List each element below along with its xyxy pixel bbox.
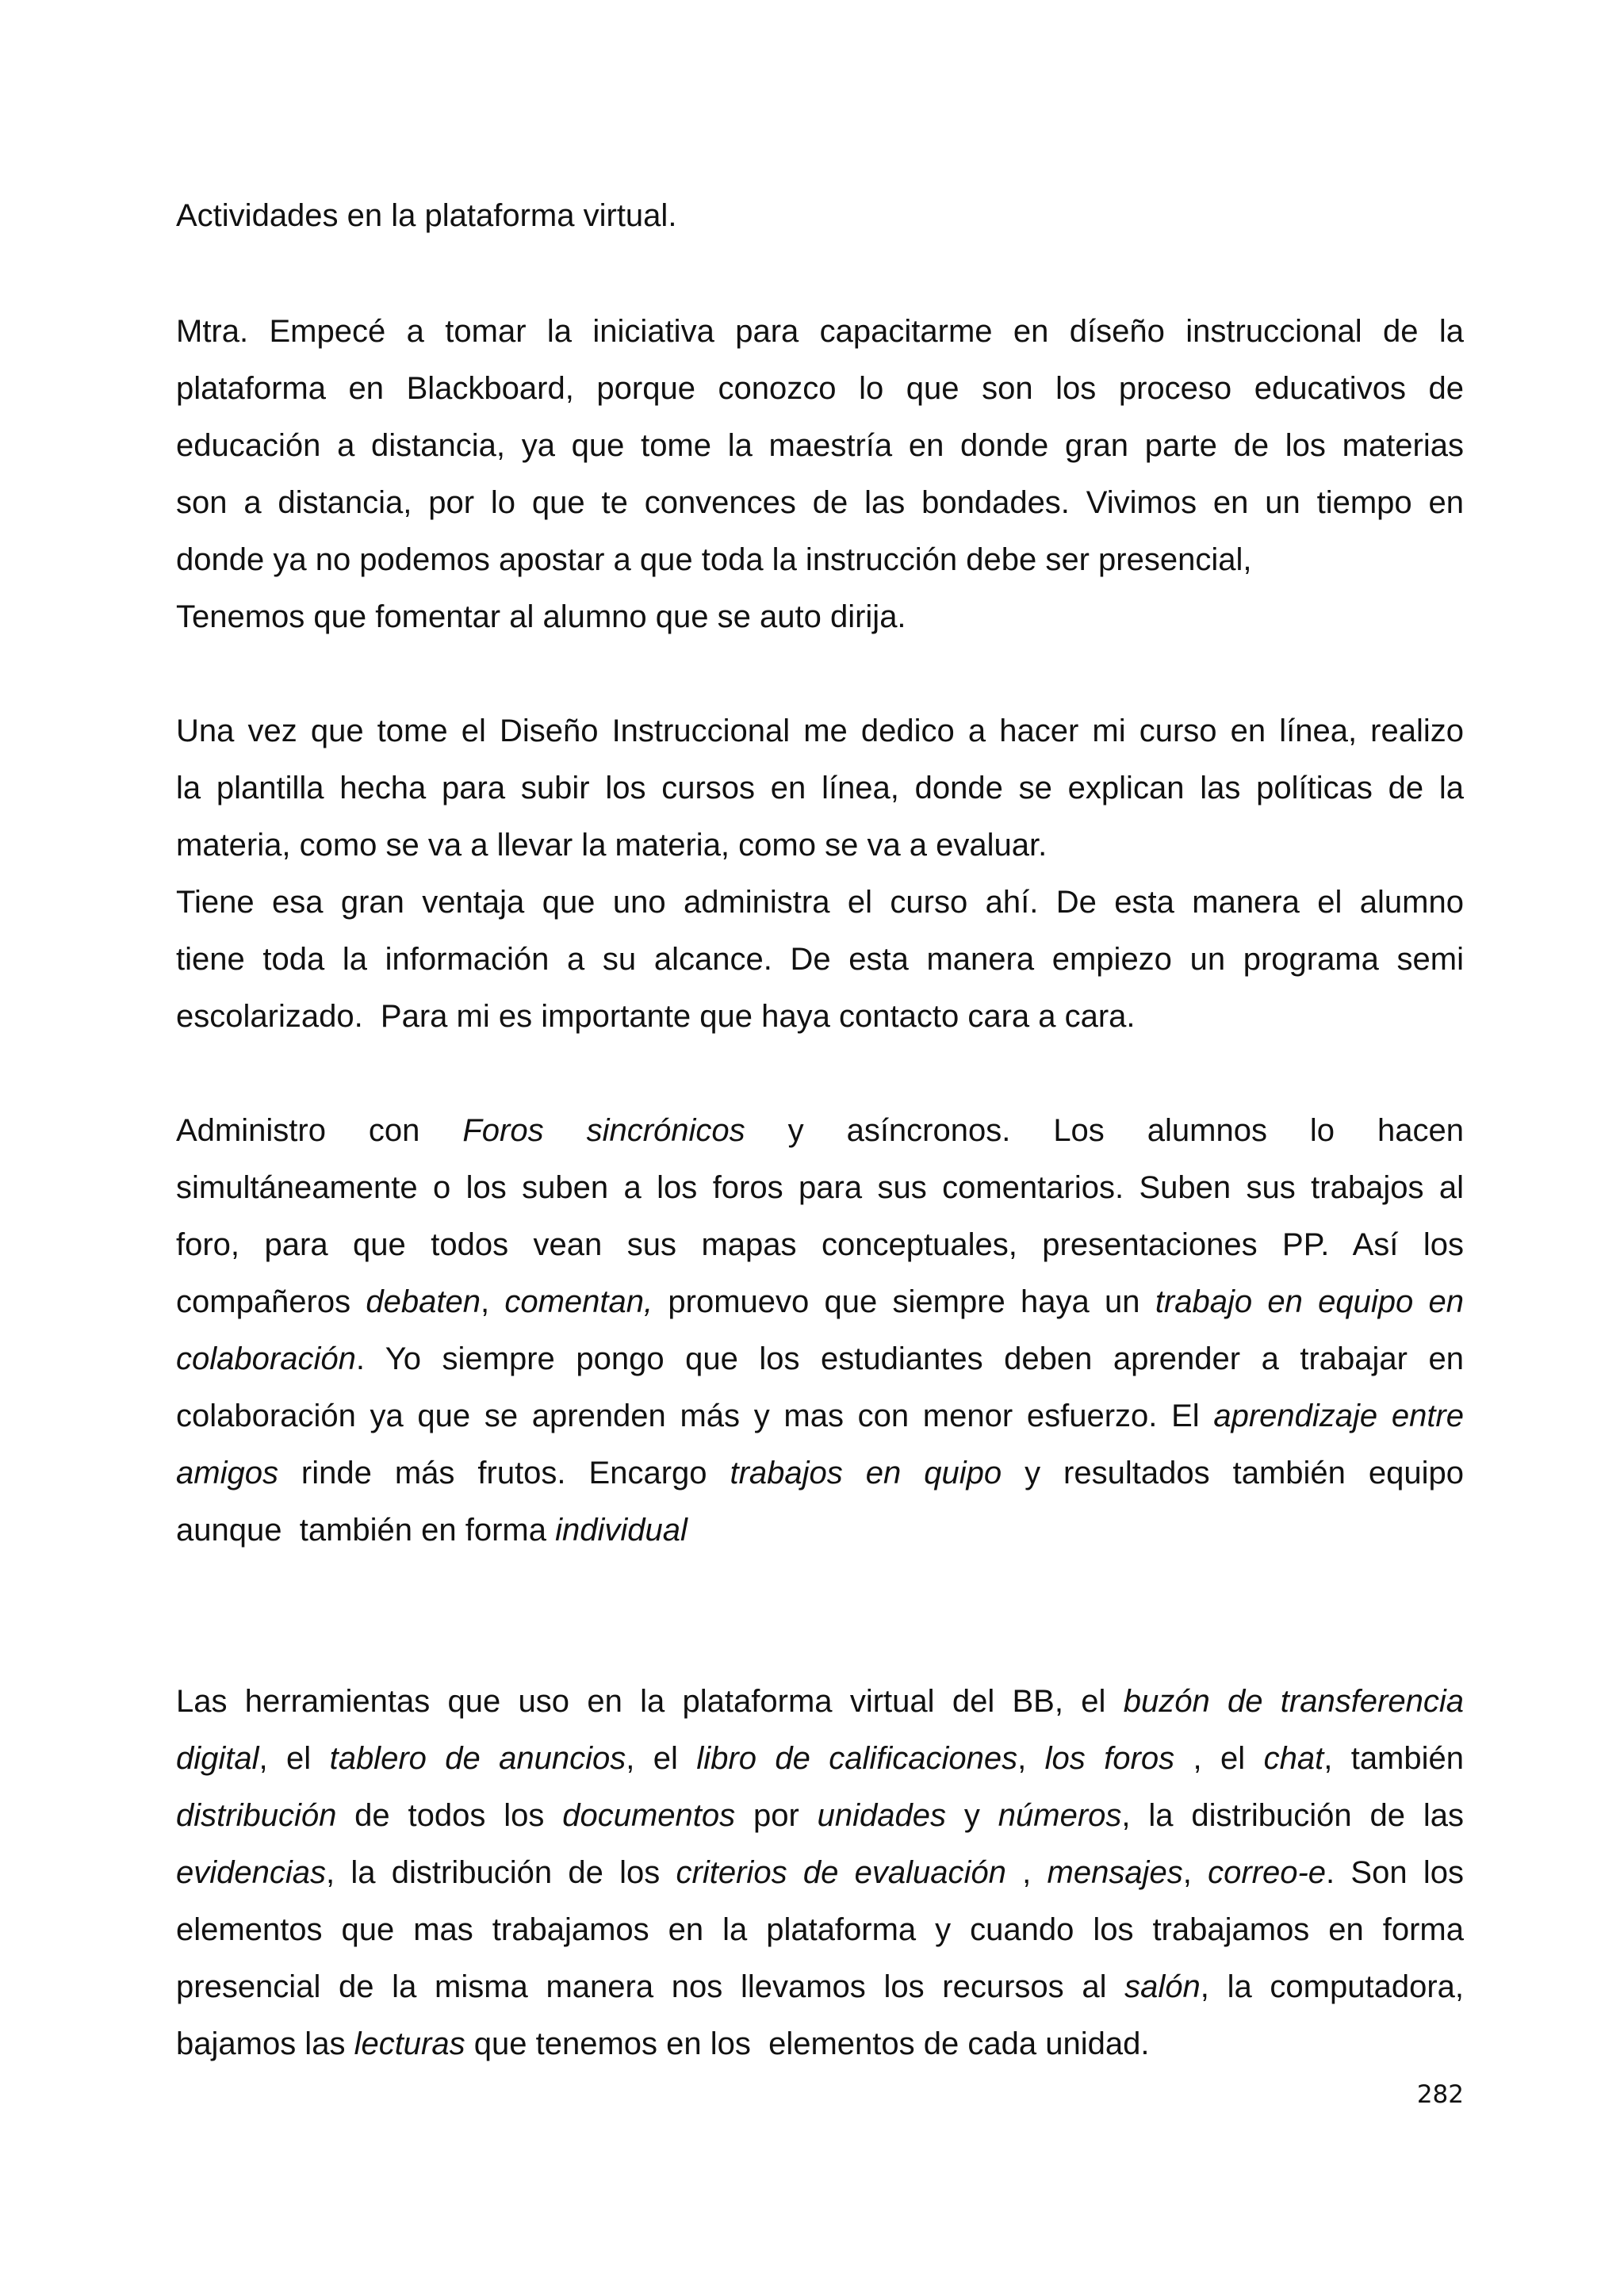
text-run: compañeros	[176, 1284, 366, 1319]
italic-text: documentos	[562, 1798, 736, 1833]
text-run: donde ya no podemos apostar a que toda la instrucción debe ser presencial,	[176, 542, 1252, 577]
text-run: ,	[1005, 1855, 1048, 1890]
text-line	[176, 1330, 1464, 1387]
text-line	[176, 1387, 1464, 1445]
text-run: , también	[1323, 1741, 1465, 1776]
text-run: presencial de la misma manera nos llevamos los recursos al	[176, 1969, 1125, 2004]
text-line	[176, 1216, 1464, 1273]
text-line	[176, 474, 1464, 531]
text-run: , la computadora,	[1200, 1969, 1465, 2004]
text-run: Tenemos que fomentar al alumno que se auto dirija.	[176, 599, 906, 634]
text-run: de todos los	[336, 1798, 563, 1833]
italic-text: debaten	[366, 1284, 481, 1319]
text-line	[176, 1159, 1464, 1216]
text-line	[176, 1673, 1464, 1730]
italic-text: buzón de transferencia	[1123, 1684, 1464, 1719]
text-run: ,	[1017, 1741, 1045, 1776]
italic-text: evidencias	[176, 1855, 327, 1890]
text-run: , el	[626, 1741, 697, 1776]
italic-text: criterios de evaluación	[676, 1855, 1006, 1890]
text-line	[176, 988, 1464, 1045]
italic-text: digital	[176, 1741, 259, 1776]
text-run: elementos que mas trabajamos en la plataforma y cuando los trabajamos en forma	[176, 1912, 1464, 1947]
text-line	[176, 531, 1464, 588]
italic-text: números	[998, 1798, 1122, 1833]
text-run: rinde más frutos. Encargo	[278, 1456, 730, 1490]
italic-text: tablero de anuncios	[329, 1741, 626, 1776]
text-run: Tiene esa gran ventaja que uno administra el curso ahí. De esta manera el alumno	[176, 885, 1464, 920]
text-line	[176, 1502, 1464, 1559]
text-line	[176, 1901, 1464, 1958]
italic-text: libro de calificaciones	[696, 1741, 1018, 1776]
text-run: y	[946, 1798, 998, 1833]
text-run: promuevo que siempre haya un	[653, 1284, 1155, 1319]
italic-text: colaboración	[176, 1341, 356, 1376]
text-run: materia, como se va a llevar la materia, como se va a evaluar.	[176, 828, 1048, 863]
text-line	[176, 417, 1464, 474]
text-line	[176, 360, 1464, 417]
text-run: bajamos las	[176, 2026, 354, 2061]
italic-text: chat	[1263, 1741, 1324, 1776]
text-run: ,	[1182, 1855, 1208, 1890]
italic-text: mensajes	[1047, 1855, 1183, 1890]
paragraph-2	[176, 702, 1464, 1045]
text-line	[176, 760, 1464, 817]
text-run: y resultados también equipo	[1002, 1456, 1464, 1490]
text-run: plataforma en Blackboard, porque conozco lo que son los proceso educativos de	[176, 371, 1464, 406]
text-line	[176, 303, 1464, 360]
text-run: Las herramientas que uso en la plataforma virtual del BB, el	[176, 1684, 1124, 1719]
text-run: educación a distancia, ya que tome la maestría en donde gran parte de los materias	[176, 428, 1464, 463]
text-line	[176, 2015, 1464, 2072]
text-run: Una vez que tome el Diseño Instruccional me dedico a hacer mi curso en línea, realizo	[176, 714, 1464, 748]
italic-text: trabajo en equipo en	[1155, 1284, 1464, 1319]
text-run: . Son los	[1326, 1855, 1464, 1890]
text-line	[176, 1958, 1464, 2015]
italic-text: lecturas	[354, 2026, 465, 2061]
paragraph-1	[176, 303, 1464, 645]
text-line	[176, 1102, 1464, 1159]
text-run: , el	[1174, 1741, 1264, 1776]
text-line	[176, 1730, 1464, 1787]
text-run: Administro con	[176, 1113, 463, 1148]
text-run: colaboración ya que se aprenden más y mas con menor esfuerzo. El	[176, 1399, 1214, 1433]
text-run: , la distribución de los	[326, 1855, 676, 1890]
text-run: que tenemos en los elementos de cada unidad.	[465, 2026, 1150, 2061]
italic-text: trabajos en quipo	[730, 1456, 1002, 1490]
text-run: , el	[259, 1741, 330, 1776]
italic-text: amigos	[176, 1456, 278, 1490]
text-run: aunque también en forma	[176, 1513, 556, 1548]
text-run: , la distribución de las	[1121, 1798, 1464, 1833]
italic-text: salón	[1124, 1969, 1201, 2004]
text-run: son a distancia, por lo que te convences de las bondades. Vivimos en un tiempo en	[176, 485, 1464, 520]
text-line	[176, 1273, 1464, 1330]
paragraph-4	[176, 1673, 1464, 2072]
italic-text: distribución	[176, 1798, 337, 1833]
text-run: simultáneamente o los suben a los foros para sus comentarios. Suben sus trabajos al	[176, 1170, 1464, 1205]
text-run: Mtra. Empecé a tomar la iniciativa para capacitarme en díseño instruccional de la	[176, 314, 1464, 349]
page-number: 282	[1416, 2080, 1464, 2109]
text-run: escolarizado. Para mi es importante que haya contacto cara a cara.	[176, 999, 1136, 1034]
italic-text: comentan,	[504, 1284, 653, 1319]
italic-text: correo-e	[1208, 1855, 1327, 1890]
text-line	[176, 931, 1464, 988]
text-line	[176, 1787, 1464, 1844]
italic-text: aprendizaje entre	[1213, 1399, 1464, 1433]
text-line	[176, 817, 1464, 874]
italic-text: los foros	[1044, 1741, 1175, 1776]
text-line	[176, 874, 1464, 931]
text-run: foro, para que todos vean sus mapas conceptuales, presentaciones PP. Así los	[176, 1227, 1464, 1262]
text-run: . Yo siempre pongo que los estudiantes deben aprender a trabajar en	[355, 1341, 1464, 1376]
italic-text: Foros sincrónicos	[462, 1113, 745, 1148]
text-run: tiene toda la información a su alcance. De esta manera empiezo un programa semi	[176, 942, 1464, 977]
text-run: y asíncronos. Los alumnos lo hacen	[745, 1113, 1464, 1148]
paragraph-3	[176, 1102, 1464, 1559]
document-page	[176, 0, 1464, 2296]
text-line	[176, 1844, 1464, 1901]
text-run: la plantilla hecha para subir los cursos en línea, donde se explican las políticas de la	[176, 771, 1464, 806]
text-run: por	[735, 1798, 818, 1833]
text-run: ,	[480, 1284, 505, 1319]
section-heading: Actividades en la plataforma virtual.	[176, 198, 677, 233]
text-line	[176, 702, 1464, 760]
italic-text: unidades	[817, 1798, 947, 1833]
italic-text: individual	[555, 1513, 688, 1548]
text-line	[176, 588, 1464, 645]
text-line	[176, 1445, 1464, 1502]
